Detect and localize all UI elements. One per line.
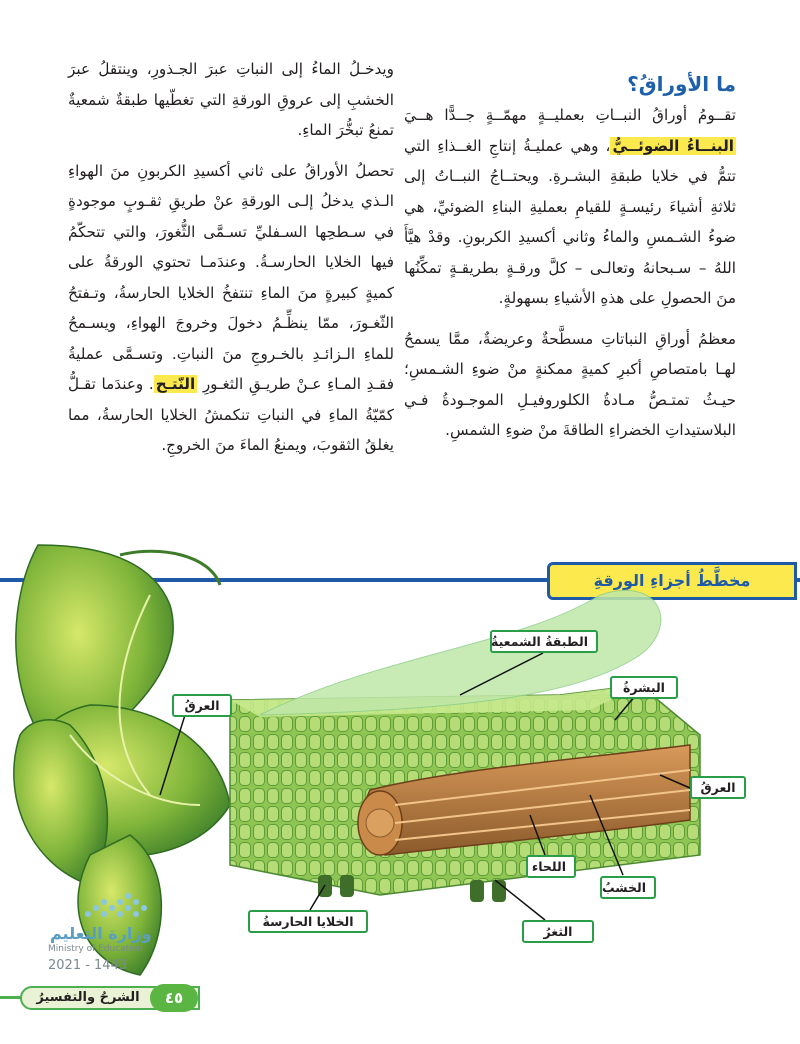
label-phloem: اللحاء <box>526 855 576 878</box>
water-transport-paragraph: ويدخـلُ الماءُ إلى النباتِ عبرَ الجـذورِ، وينتقلُ عبرَ الخشبِ إلى عروقِ الورقةِ التي تغطّيها طبقةٌ شمعيةٌ تمنعُ تبخُّرَ الماءِ. <box>68 60 394 139</box>
label-epidermis: البشرةُ <box>610 676 678 699</box>
label-vein-right: العرقُ <box>690 776 746 799</box>
label-xylem: الخشبُ <box>600 876 656 899</box>
page-number: ٤٥ <box>150 984 198 1012</box>
leaf-cross-section <box>230 590 700 902</box>
edition-year: 2021 - 1443 <box>48 958 128 973</box>
label-vein-left: العرقُ <box>172 694 232 717</box>
paragraph-text: تقــومُ أوراقُ النبــاتِ بعمليــةٍ مهمّــةٍ جــدًّا هــيَ <box>404 106 736 124</box>
section-heading: ما الأوراقُ؟ <box>627 72 736 96</box>
label-stoma: الثغرُ <box>522 920 594 943</box>
highlighted-term-photosynthesis: البنــاءُ الضوئــيُّ <box>612 136 735 155</box>
diagram-title-banner: مخطَّطُ أجزاءِ الورقةِ <box>547 562 797 600</box>
left-text-column <box>68 54 394 471</box>
footer-section-title: الشرحُ والتفسيرُ <box>36 990 140 1005</box>
ministry-logo-icon <box>82 888 154 920</box>
paragraph-text: ، وهي عمليـةُ إنتاجِ الغــذاءِ التي تتمُّ في خلايا طبقةِ البشـرةِ. ويحتــاجُ النبــاتُ إلى ثلاثةِ أشياءَ رئيسـةٍ للقيامِ بعمليةِ البناءِ الضوئيِّ، هي ضوءُ الشـمسِ والماءُ وثاني أكسيدِ الكربونِ. وقدْ هيَّأَ اللهُ – سـبحانهُ وتعالـى – كلَّ ورقـةٍ بطريقـةٍ تمكِّنُها منَ الحصولِ على هذهِ الأشياءِ بسهولةٍ. <box>404 136 736 307</box>
leaf-shape-paragraph: معظمُ أوراقِ النباتاتِ مسطَّحةٌ وعريضةٌ، ممَّا يسمحُ لهـا بامتصاصِ أكبرِ كميةٍ ممكنةٍ منْ ضوءِ الشـمسِ؛ حيـثُ تمتـصُّ مـادةُ الكلوروفيـلِ الموجـودةُ فـي البلاستيداتِ الخضراءِ الطاقةَ منْ ضوءِ الشمسِ. <box>404 329 736 439</box>
label-waxy-layer: الطبقةُ الشمعيةُ <box>490 630 598 653</box>
ministry-name-en: Ministry of Education <box>48 944 143 954</box>
highlighted-term-transpiration: النّتـح <box>155 375 196 393</box>
photosynthesis-paragraph <box>404 100 736 314</box>
right-text-column <box>404 100 736 456</box>
paragraph-text: تحصلُ الأوراقُ على ثاني أكسيدِ الكربونِ منَ الهواءِ الـذي يدخلُ إلـى الورقةِ عنْ طريقِ ثقـوبٍ موجودةٍ في سـطحِها السـفليِّ تسـمَّى الثُّغورَ، والتي تتحكّمُ فيها الخلايا الحارسـةُ. وعندَمـا تحتوي الورقةُ على كميةٍ كبيرةٍ منَ الماءِ تنتفخُ الخلايا الحارسةُ، وتـفتحُ الثّغـورَ، ممّا ينظِّـمُ دخولَ وخروجَ الهواءِ، ويسـمحُ للماءِ الـزائـدِ بالخـروجِ منَ النباتِ. وتسـمَّى عمليةُ فقـدِ المـاءِ عـنْ طريـقِ الثغـورِ <box>68 161 394 393</box>
stomata-paragraph <box>68 156 394 461</box>
label-guard-cells: الخلايا الحارسةُ <box>248 910 368 933</box>
paragraph-text: . وعندَما تقـلُّ كمّيّةُ الماءِ في النباتِ تنكمشُ الخلايا الحارسةُ، مما يغلقُ الثقوبَ، ويمنعُ الماءَ منَ الخروجِ. <box>68 375 394 454</box>
ministry-name: وزارة التعليم <box>50 924 152 943</box>
